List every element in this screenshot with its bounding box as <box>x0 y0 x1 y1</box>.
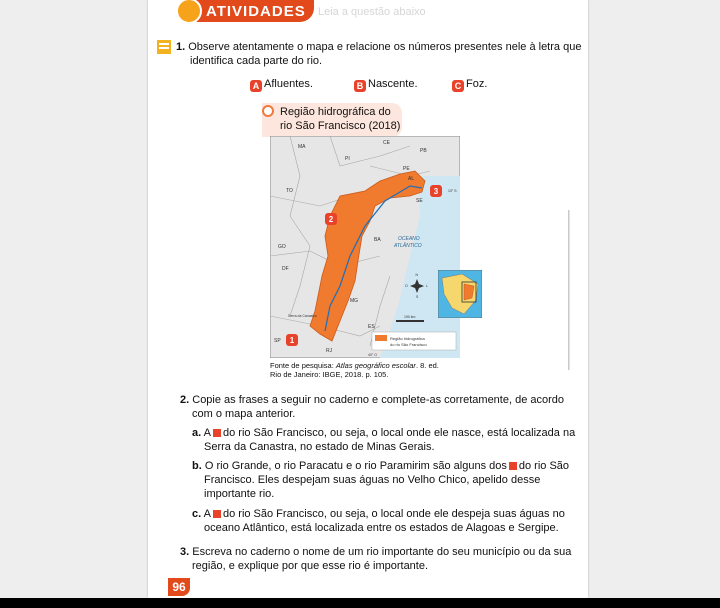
q3-line2: região, e explique por que esse rio é importante. <box>192 560 429 572</box>
state-label: PB <box>420 148 427 154</box>
lon-label: 40° O <box>368 353 377 357</box>
state-label: DF <box>282 266 289 272</box>
svg-text:S: S <box>416 295 419 299</box>
marker-3 <box>430 185 442 197</box>
q2-line1: 2. Copie as frases a seguir no caderno e complete-as corretamente, de acordo <box>180 394 565 406</box>
state-label: BA <box>374 237 381 243</box>
q1-line1: 1. Observe atentamente o mapa e relacione os números presentes nele à letra que <box>176 41 582 53</box>
list-icon <box>157 40 171 54</box>
lat-label: 10° S <box>448 189 457 193</box>
blank-square-icon <box>213 510 221 518</box>
bleed-through-text: Leia a questão abaixo <box>318 6 426 18</box>
svg-text:1: 1 <box>289 336 295 345</box>
ocean-label: ATLÂNTICO <box>394 243 422 249</box>
state-label: PE <box>403 166 410 172</box>
svg-text:do rio São Francisco: do rio São Francisco <box>390 342 427 347</box>
sao-francisco-map <box>270 136 460 358</box>
svg-text:Região hidrográfica: Região hidrográfica <box>390 336 425 341</box>
svg-text:L: L <box>426 284 428 288</box>
state-label: SP <box>274 338 281 344</box>
svg-text:3: 3 <box>433 187 439 196</box>
state-label: MG <box>350 298 359 304</box>
q1-line2: identifica cada parte do rio. <box>190 55 323 67</box>
brazil-locator-inset <box>438 270 482 318</box>
q2-line2: com o mapa anterior. <box>192 408 296 420</box>
ocean-label: OCEANO <box>398 236 420 242</box>
state-label: AL <box>408 176 415 182</box>
state-label: GO <box>278 244 286 250</box>
side-credit-text <box>566 210 572 370</box>
q2b-line1: b. O rio Grande, o rio Paracatu e o rio Paramirim são alguns dos do rio São <box>192 460 570 472</box>
map-title-line2: rio São Francisco (2018) <box>280 120 401 132</box>
page-number: 96 <box>168 578 190 596</box>
state-label: TO <box>286 188 293 194</box>
marker-1 <box>286 334 298 346</box>
svg-text:190 km: 190 km <box>404 315 416 319</box>
state-label: PI <box>345 156 350 162</box>
q2c-line2: oceano Atlântico, está localizada entre os estados de Alagoas e Sergipe. <box>204 522 559 534</box>
svg-text:N: N <box>415 273 419 277</box>
option-a: A Afluentes. <box>250 77 313 92</box>
q2b-line2: Francisco. Eles despejam suas águas no Velho Chico, apelido desse <box>204 474 541 486</box>
q2a-line1: a. A do rio São Francisco, ou seja, o local onde ele nasce, está localizada na <box>192 427 576 439</box>
blank-square-icon <box>213 429 221 437</box>
state-label: ES <box>368 324 375 330</box>
option-b: B Nascente. <box>354 77 418 92</box>
state-label: MA <box>298 144 306 150</box>
map-title-line1: Região hidrográfica do <box>280 106 391 118</box>
map-title-icon <box>262 105 274 117</box>
svg-text:O: O <box>405 284 408 288</box>
marker-2 <box>325 213 337 225</box>
bottom-bar <box>0 598 720 608</box>
q2c-line1: c. A do rio São Francisco, ou seja, o local onde ele despeja suas águas no <box>192 508 565 520</box>
blank-square-icon <box>509 462 517 470</box>
q2a-line2: Serra da Canastra, no estado de Minas Gerais. <box>204 441 435 453</box>
map-legend <box>372 332 456 350</box>
state-label: CE <box>383 140 390 146</box>
source-line1: Fonte de pesquisa: Atlas geográfico escolar. 8. ed. <box>270 361 439 370</box>
q2b-line3: importante rio. <box>204 488 275 500</box>
q3-line1: 3. Escreva no caderno o nome de um rio importante do seu município ou da sua <box>180 546 572 558</box>
svg-text:2: 2 <box>328 215 334 224</box>
option-c: C Foz. <box>452 77 487 92</box>
header-title: ATIVIDADES <box>206 3 306 20</box>
source-line2: Rio de Janeiro: IBGE, 2018. p. 105. <box>270 370 389 379</box>
state-label: RJ <box>326 348 333 354</box>
state-label: SE <box>416 198 423 204</box>
serra-label: Serra da Canastra <box>288 314 317 318</box>
